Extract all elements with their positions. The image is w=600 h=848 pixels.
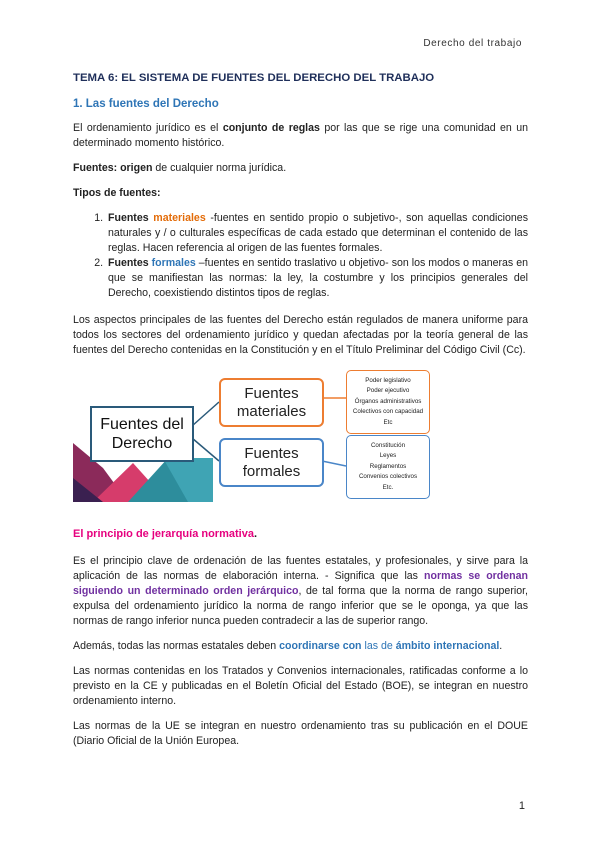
text-run: Además, todas las normas estatales deben — [73, 640, 280, 652]
node-label — [243, 445, 301, 481]
list-formales — [346, 435, 430, 499]
node-label-line: Derecho — [111, 435, 173, 452]
node-label — [237, 385, 306, 421]
page-content — [73, 72, 528, 759]
running-header: Derecho del trabajo — [423, 38, 522, 49]
list-entry: Etc. — [382, 483, 394, 491]
node-label-line: Fuentes — [244, 444, 299, 462]
list-entry: Poder legislativo — [365, 376, 411, 384]
list-entry: Poder ejecutivo — [366, 387, 410, 395]
text-run: . — [499, 640, 503, 652]
text-run: de cualquier norma jurídica. — [152, 162, 287, 174]
list-entry: Leyes — [379, 452, 397, 460]
connector-line — [192, 438, 219, 461]
text-normas-ordenan: normas se ordenan siguiendo un determinado orden jerárquico — [73, 570, 528, 597]
text-bold: Fuentes — [108, 257, 149, 269]
text-run: –fuentes en sentido traslativo u objetivo- son los modos o maneras en que se manifiestan las normas: la ley, la costumbre y los principios generales del Derecho, coexistiendo distintos tipos de reglas. — [108, 257, 528, 299]
connector-line — [322, 461, 346, 466]
list-materiales — [346, 370, 430, 434]
node-label — [100, 415, 184, 453]
node-label-line: Fuentes del — [100, 416, 184, 433]
list-item-materiales — [106, 211, 528, 256]
text-run: -fuentes en sentido propio o subjetivo-, son aquellas condiciones naturales y / o culturales específicas de cada estado que determinan el contenido de las reglas. Hacen referencia al origen de las fuentes formales. — [108, 212, 528, 254]
paragraph-tratados: Las normas contenidas en los Tratados y Convenios internacionales, ratificadas conforme a lo previsto en la CE y publicadas en el Boletín Oficial del Estado (BOE), se integran en nuestro ordenamiento interno. — [73, 665, 528, 707]
text-bold: Fuentes: origen — [73, 162, 153, 174]
text-run: , de tal forma que la norma de rango superior, expulsa del ordenamiento jurídico la norma de rango inferior que se le oponga, ya que las normas de rango inferior nunca pueden contradecir a las de superior rango. — [73, 585, 528, 627]
paragraph-principio — [73, 554, 528, 629]
text-ambito: ámbito internacional — [395, 640, 500, 652]
section-heading-fuentes: 1. Las fuentes del Derecho — [73, 98, 219, 110]
paragraph-ue: Las normas de la UE se integran en nuestro ordenamiento tras su publicación en el DOUE (Diario Oficial de la Unión Europea. — [73, 720, 528, 747]
node-label-line: materiales — [236, 402, 307, 420]
paragraph-ordenamiento — [73, 121, 528, 151]
text-coordinarse: coordinarse con — [279, 640, 362, 652]
paragraph-aspectos: Los aspectos principales de las fuentes del Derecho están regulados de manera uniforme para todos los sectores del ordenamiento jurídico y quedan afectadas por la teoría general de las fuentes del Derecho contenidas en la Constitución y en el Título Preliminar del Código Civil (Cc). — [73, 314, 528, 356]
text-formales: formales — [151, 257, 196, 269]
tipos-heading: Tipos de fuentes: — [73, 187, 161, 199]
text-bold: conjunto de reglas — [222, 122, 320, 134]
connector-line — [192, 402, 219, 426]
list-entry: Colectivos con capacidad — [352, 408, 424, 416]
list-entry: Convenios colectivos — [358, 473, 418, 481]
document-title: TEMA 6: EL SISTEMA DE FUENTES DEL DERECHO DEL TRABAJO — [73, 72, 435, 84]
tipos-list — [73, 211, 528, 301]
paragraph-fuentes-origen — [73, 161, 528, 176]
node-label-line: formales — [242, 462, 301, 480]
list-entry: Constitución — [370, 441, 406, 449]
text-bold: Fuentes — [108, 212, 149, 224]
page-number: 1 — [518, 800, 525, 812]
text-run: las de — [361, 640, 396, 652]
list-entry: Reglamentos — [369, 462, 407, 470]
fuentes-diagram — [73, 368, 528, 502]
node-fuentes-derecho — [90, 406, 194, 462]
node-fuentes-materiales — [219, 378, 324, 427]
section-heading-jerarquia — [73, 527, 528, 542]
list-entry: Etc — [383, 418, 393, 426]
text-run: Es el principio clave de ordenación de las fuentes estatales, y profesionales, y sirve para la aplicación de las normas de elaboración interna. - Significa que las — [73, 555, 528, 582]
node-fuentes-formales — [219, 438, 324, 487]
node-label-line: Fuentes — [244, 384, 299, 402]
list-item-formales — [106, 256, 528, 301]
text-run: El ordenamiento jurídico es el — [73, 122, 223, 134]
paragraph-coordinarse — [73, 639, 528, 654]
text-run: por las que se rige una comunidad en un determinado momento histórico. — [73, 122, 528, 149]
text-materiales: materiales — [153, 212, 206, 224]
list-entry: Órganos administrativos — [354, 397, 422, 405]
text-jerarquia: El principio de jerarquía normativa — [73, 528, 254, 540]
text-dot: . — [253, 528, 257, 540]
